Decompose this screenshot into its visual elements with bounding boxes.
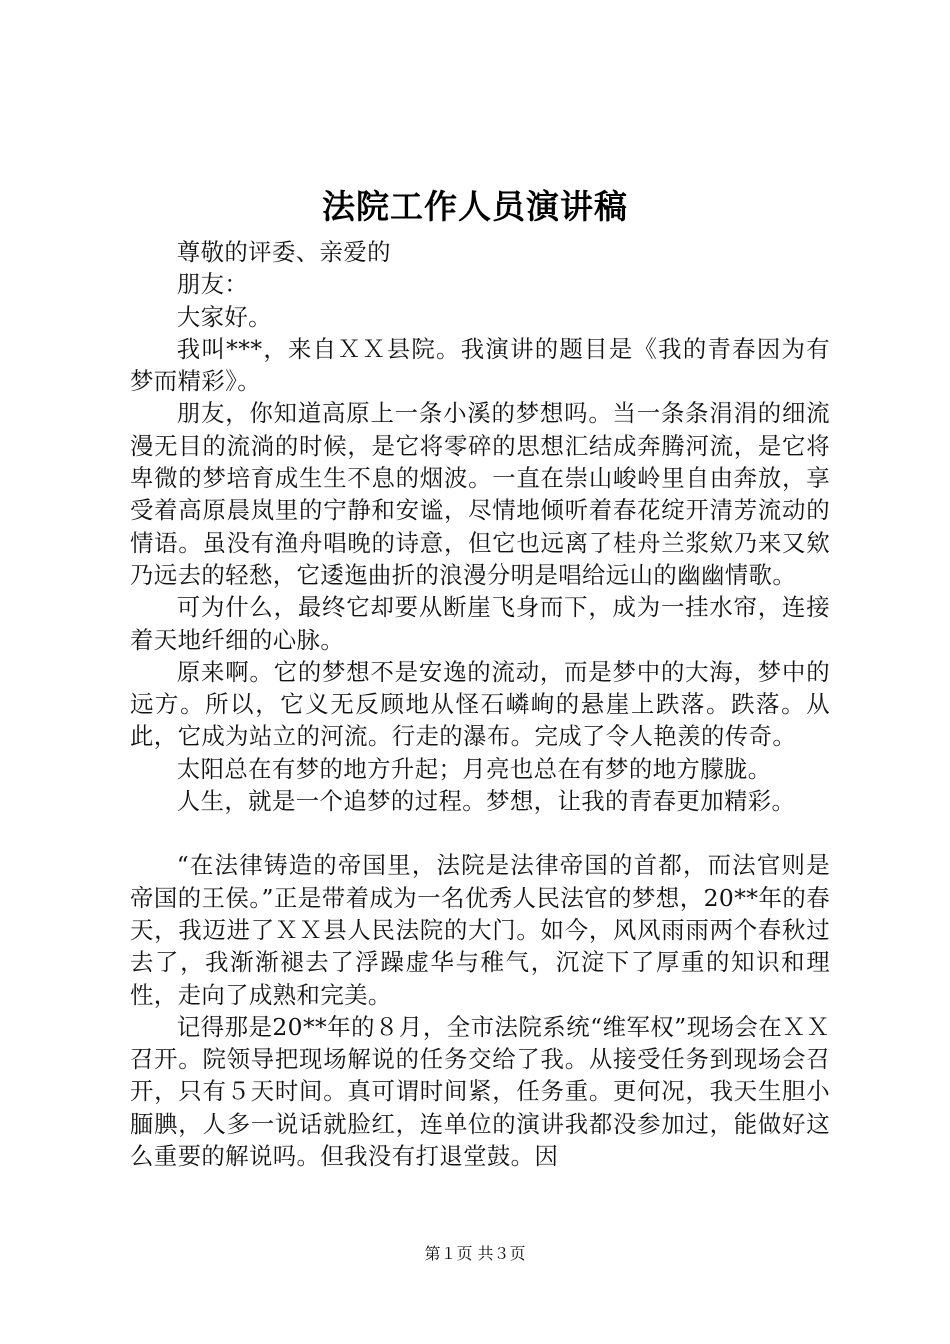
sea-dream-paragraph: 原来啊。它的梦想不是安逸的流动，而是梦中的大海，梦中的远方。所以，它义无反顾地从怪石嶙峋的悬崖上跌落。跌落。从此，它成为站立的河流。行走的瀑布。完成了令人艳羡的传奇。 [130,657,830,751]
sun-moon-paragraph: 太阳总在有梦的地方升起；月亮也总在有梦的地方朦胧。 [176,754,772,783]
greeting-paragraph: 大家好。 [176,302,272,331]
intro-paragraph: 我叫***，来自ＸＸ县院。我演讲的题目是《我的青春因为有梦而精彩》。 [130,334,830,396]
page-number-footer: 第１页 共３页 [424,1244,526,1263]
salutation-line-1: 尊敬的评委、亲爱的 [176,238,391,266]
waterfall-question-paragraph: 可为什么，最终它却要从断崖飞身而下，成为一挂水帘，连接着天地纤细的心脉。 [130,593,830,654]
salutation-line-2: 朋友： [176,270,249,299]
document-body [130,236,830,1172]
stream-dream-paragraph: 朋友，你知道高原上一条小溪的梦想吗。当一条条涓涓的细流漫无目的流淌的时候，是它将零碎的思想汇结成奔腾河流，是它将卑微的梦培育成生生不息的烟波。一直在崇山峻岭里自由奔放，享受着高原晨岚里的宁静和安谧，尽情地倾听着春花绽开清芳流动的情语。虽没有渔舟唱晚的诗意，但它也远离了桂舟兰浆欸乃来又欸乃远去的轻愁，它逶迤曲折的浪漫分明是唱给远山的幽幽情歌。 [130,399,830,589]
court-quote-paragraph: “在法律铸造的帝国里，法院是法律帝国的首都，而法官则是帝国的王侯。”正是带着成为一名优秀人民法官的梦想，20**年的春天，我迈进了ＸＸ县人民法院的大门。如今，风风雨雨两个春秋过去了，我渐渐褪去了浮躁虚华与稚气，沉淀下了厚重的知识和理性，走向了成熟和完美。 [130,851,830,1009]
meeting-memory-paragraph: 记得那是20**年的８月，全市法院系统“维军权”现场会在ＸＸ召开。院领导把现场解说的任务交给了我。从接受任务到现场会召开，只有５天时间。真可谓时间紧，任务重。更何况，我天生胆小腼腆，人多一说话就脸红，连单位的演讲我都没参加过，能做好这么重要的解说吗。但我没有打退堂鼓。因 [130,1012,830,1171]
document-title: 法院工作人员演讲稿 [322,187,628,226]
life-dream-paragraph: 人生，就是一个追梦的过程。梦想，让我的青春更加精彩。 [176,787,796,816]
